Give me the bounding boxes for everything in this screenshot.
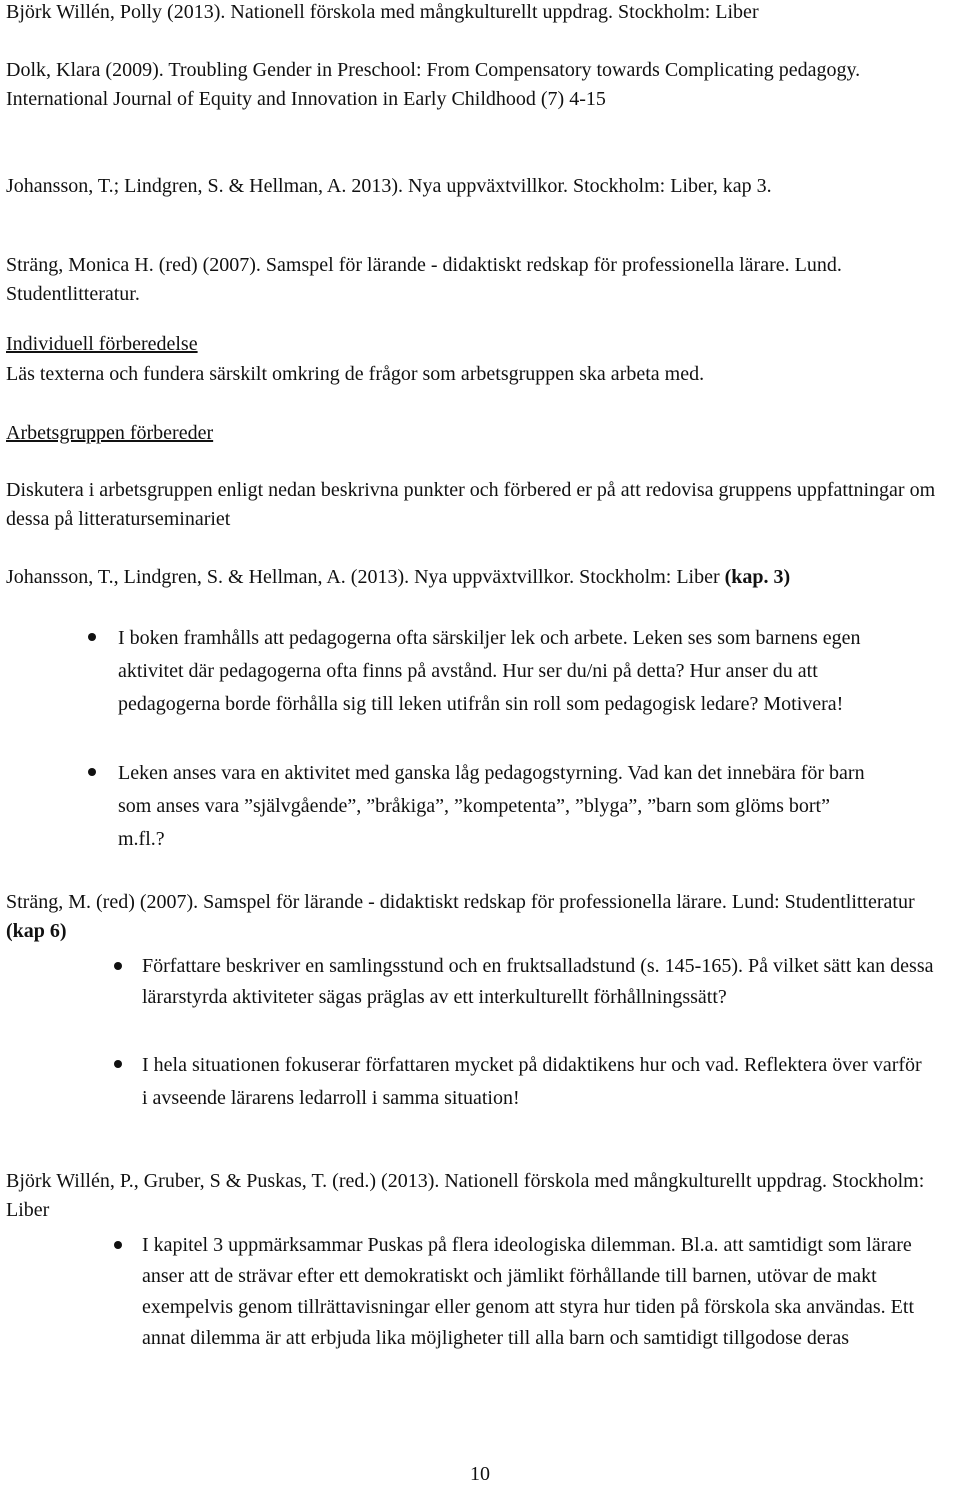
section-reference-johansson: [6, 563, 941, 592]
discussion-point: I kapitel 3 uppmärksammar Puskas på flera ideologiska dilemman. Bl.a. att samtidigt som lärare anser att de strävar efter ett demokratiskt och jämlikt förhållande till barnen, utövar de makt exempelvis genom tillrättavisningar eller genom att styra hur tiden på förskola ska användas. Ett annat dilemma är att erbjuda lika möjligheter till alla barn och samtidigt tillgodose deras: [142, 1234, 915, 1349]
reference-johansson: Johansson, T.; Lindgren, S. & Hellman, A. 2013). Nya uppväxtvillkor. Stockholm: Liber, kap 3.: [6, 175, 772, 197]
section-reference-bjork-willen: [6, 1167, 941, 1225]
chapter-label: (kap. 3): [724, 566, 791, 588]
group-preparation-text: Diskutera i arbetsgruppen enligt nedan beskrivna punkter och förbered er på att redovisa gruppens uppfattningar om dessa på litteraturseminariet: [6, 479, 936, 530]
discussion-point: I hela situationen fokuserar författaren mycket på didaktikens hur och vad. Reflektera över varför i avseende lärarens ledarroll i samma situation!: [142, 1054, 922, 1109]
bullet-icon: [114, 1060, 122, 1068]
section-reference-strang: [6, 888, 941, 946]
reference-dolk: Dolk, Klara (2009). Troubling Gender in Preschool: From Compensatory towards Complicating pedagogy. International Journal of Equity and Innovation in Early Childhood (7) 4-15: [6, 59, 861, 110]
bullet-icon: [114, 1241, 122, 1249]
discussion-point-text: Författare beskriver en samlingsstund och en fruktsalladstund (s. 145-165). På vilket sätt kan dessa lärarstyrda aktiviteter sägas präglas av ett interkulturellt förhållningssätt?: [142, 955, 934, 1008]
heading-individual-preparation: Individuell förberedelse: [6, 333, 198, 355]
bullet-icon: [114, 962, 122, 970]
bullet-icon: [88, 768, 96, 776]
reference-text: Björk Willén, P., Gruber, S & Puskas, T. (red.) (2013). Nationell förskola med mångkulturellt uppdrag. Stockholm: Liber: [6, 1170, 925, 1221]
discussion-point: I boken framhålls att pedagogerna ofta särskiljer lek och arbete. Leken ses som barnens egen aktivitet där pedagogerna ofta finns på avstånd. Hur ser du/ni på detta? Hur anser du att pedagogerna borde förhålla sig till leken utifrån sin roll som pedagogisk ledare? Motivera!: [118, 627, 861, 715]
discussion-point: Leken anses vara en aktivitet med ganska låg pedagogstyrning. Vad kan det innebära för barn som anses vara ”självgående”, ”bråkiga”, ”kompetenta”, ”blyga”, ”barn som glöms bort” m.fl.?: [118, 762, 865, 850]
reference-bjork-willen: Björk Willén, Polly (2013). Nationell förskola med mångkulturellt uppdrag. Stockholm: Liber: [6, 1, 759, 23]
chapter-label: (kap 6): [6, 920, 67, 942]
reference-strang: Sträng, Monica H. (red) (2007). Samspel för lärande - didaktiskt redskap för professionella lärare. Lund. Studentlitteratur.: [6, 254, 842, 305]
page-number: 10: [470, 1463, 490, 1485]
bullet-icon: [88, 633, 96, 641]
reference-text: Johansson, T., Lindgren, S. & Hellman, A. (2013). Nya uppväxtvillkor. Stockholm: Liber: [6, 566, 720, 588]
heading-group-preparation: Arbetsgruppen förbereder: [6, 422, 214, 444]
reference-text: Sträng, M. (red) (2007). Samspel för lärande - didaktiskt redskap för professionella lärare. Lund: Studentlitteratur: [6, 891, 915, 913]
individual-preparation-text: Läs texterna och fundera särskilt omkring de frågor som arbetsgruppen ska arbeta med.: [6, 363, 705, 385]
discussion-point: [142, 951, 942, 1013]
